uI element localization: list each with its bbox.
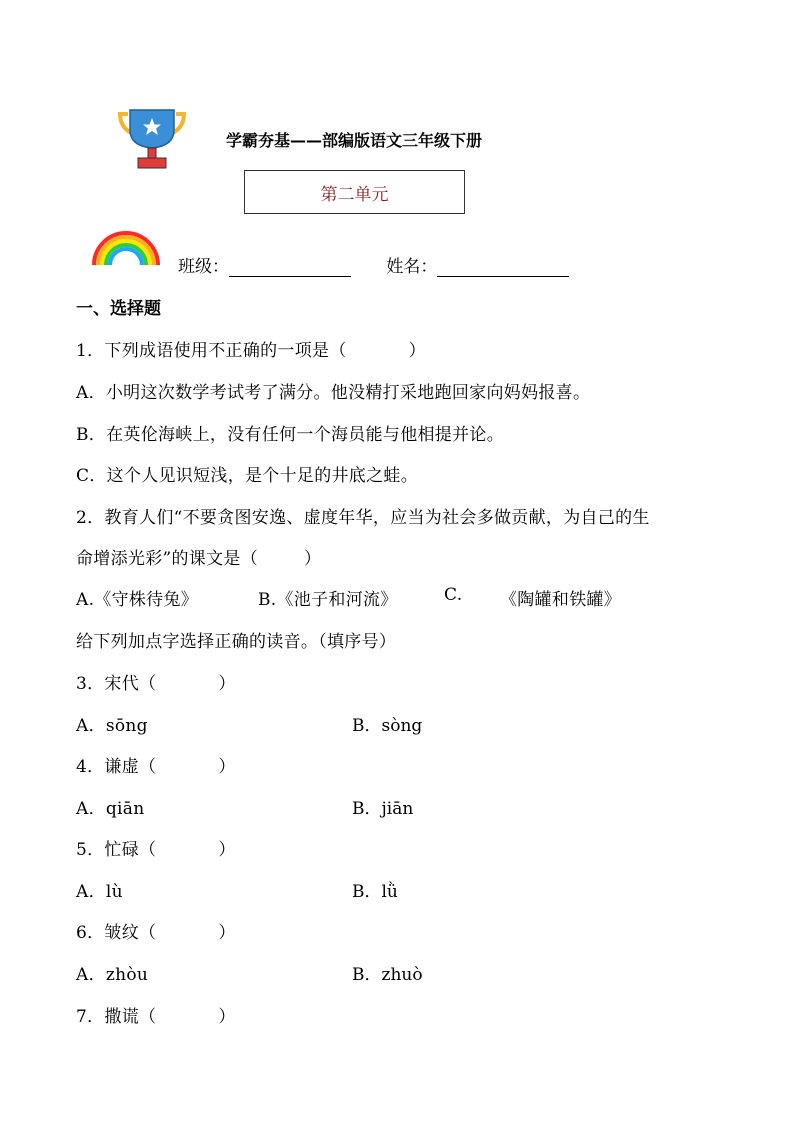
question-stem: 1．下列成语使用不正确的一项是（ [76, 341, 347, 361]
unit-box [244, 170, 465, 214]
student-info-row [178, 252, 569, 277]
question-7 [76, 1002, 236, 1027]
question-5-option-a: A．lù [76, 882, 123, 902]
question-stem: 7．撒谎（ [76, 1007, 157, 1027]
name-label: 姓名： [386, 257, 438, 277]
question-2-option-a: A.《守株待兔》 [76, 590, 199, 610]
question-4-option-a: A．qiān [76, 799, 145, 819]
instruction: 给下列加点字选择正确的读音。（填序号） [76, 632, 397, 652]
question-stem: 5．忙碌（ [76, 840, 157, 860]
class-blank[interactable] [229, 258, 351, 277]
question-3 [76, 669, 236, 694]
unit-title: 第二单元 [320, 184, 389, 205]
paren-close: ） [218, 757, 236, 777]
question-5 [76, 835, 236, 860]
question-4-option-b: B．jiān [352, 799, 414, 819]
page-title: 学霸夯基——部编版语文三年级下册 [226, 131, 483, 150]
class-label: 班级： [178, 257, 229, 277]
question-2-option-c-letter: C. [444, 585, 463, 605]
question-3-option-a: A．sōng [76, 716, 148, 736]
paren-close: ） [304, 549, 322, 569]
question-2-option-b: B.《池子和河流》 [258, 590, 398, 610]
question-5-option-b: B．lǜ [352, 882, 398, 902]
question-3-option-b: B．sòng [352, 716, 423, 736]
paren-close: ） [408, 341, 426, 361]
question-stem: 3．宋代（ [76, 674, 157, 694]
option-b: B．在英伦海峡上，没有任何一个海员能与他相提并论。 [76, 425, 504, 445]
question-stem: 命增添光彩”的课文是（ [76, 549, 258, 569]
option-a: A．小明这次数学考试考了满分。他没精打采地跑回家向妈妈报喜。 [76, 383, 591, 403]
question-2-line1: 2．教育人们“不要贪图安逸、虚度年华，应当为社会多做贡献，为自己的生 [76, 508, 650, 528]
paren-close: ） [218, 840, 236, 860]
question-2-option-c: 《陶罐和铁罐》 [500, 590, 622, 610]
name-blank[interactable] [437, 258, 569, 277]
question-stem: 6．皱纹（ [76, 923, 157, 943]
trophy-icon [116, 108, 188, 170]
paren-close: ） [218, 923, 236, 943]
question-6-option-a: A．zhòu [76, 965, 149, 985]
question-2-line2 [76, 544, 321, 569]
rainbow-icon [90, 227, 162, 267]
question-6 [76, 918, 236, 943]
question-stem: 4．谦虚（ [76, 757, 157, 777]
question-4 [76, 752, 236, 777]
section-title: 一、选择题 [76, 299, 161, 319]
option-c: C．这个人见识短浅，是个十足的井底之蛙。 [76, 466, 419, 486]
paren-close: ） [218, 674, 236, 694]
question-6-option-b: B．zhuò [352, 965, 423, 985]
paren-close: ） [218, 1007, 236, 1027]
question-1 [76, 336, 426, 361]
